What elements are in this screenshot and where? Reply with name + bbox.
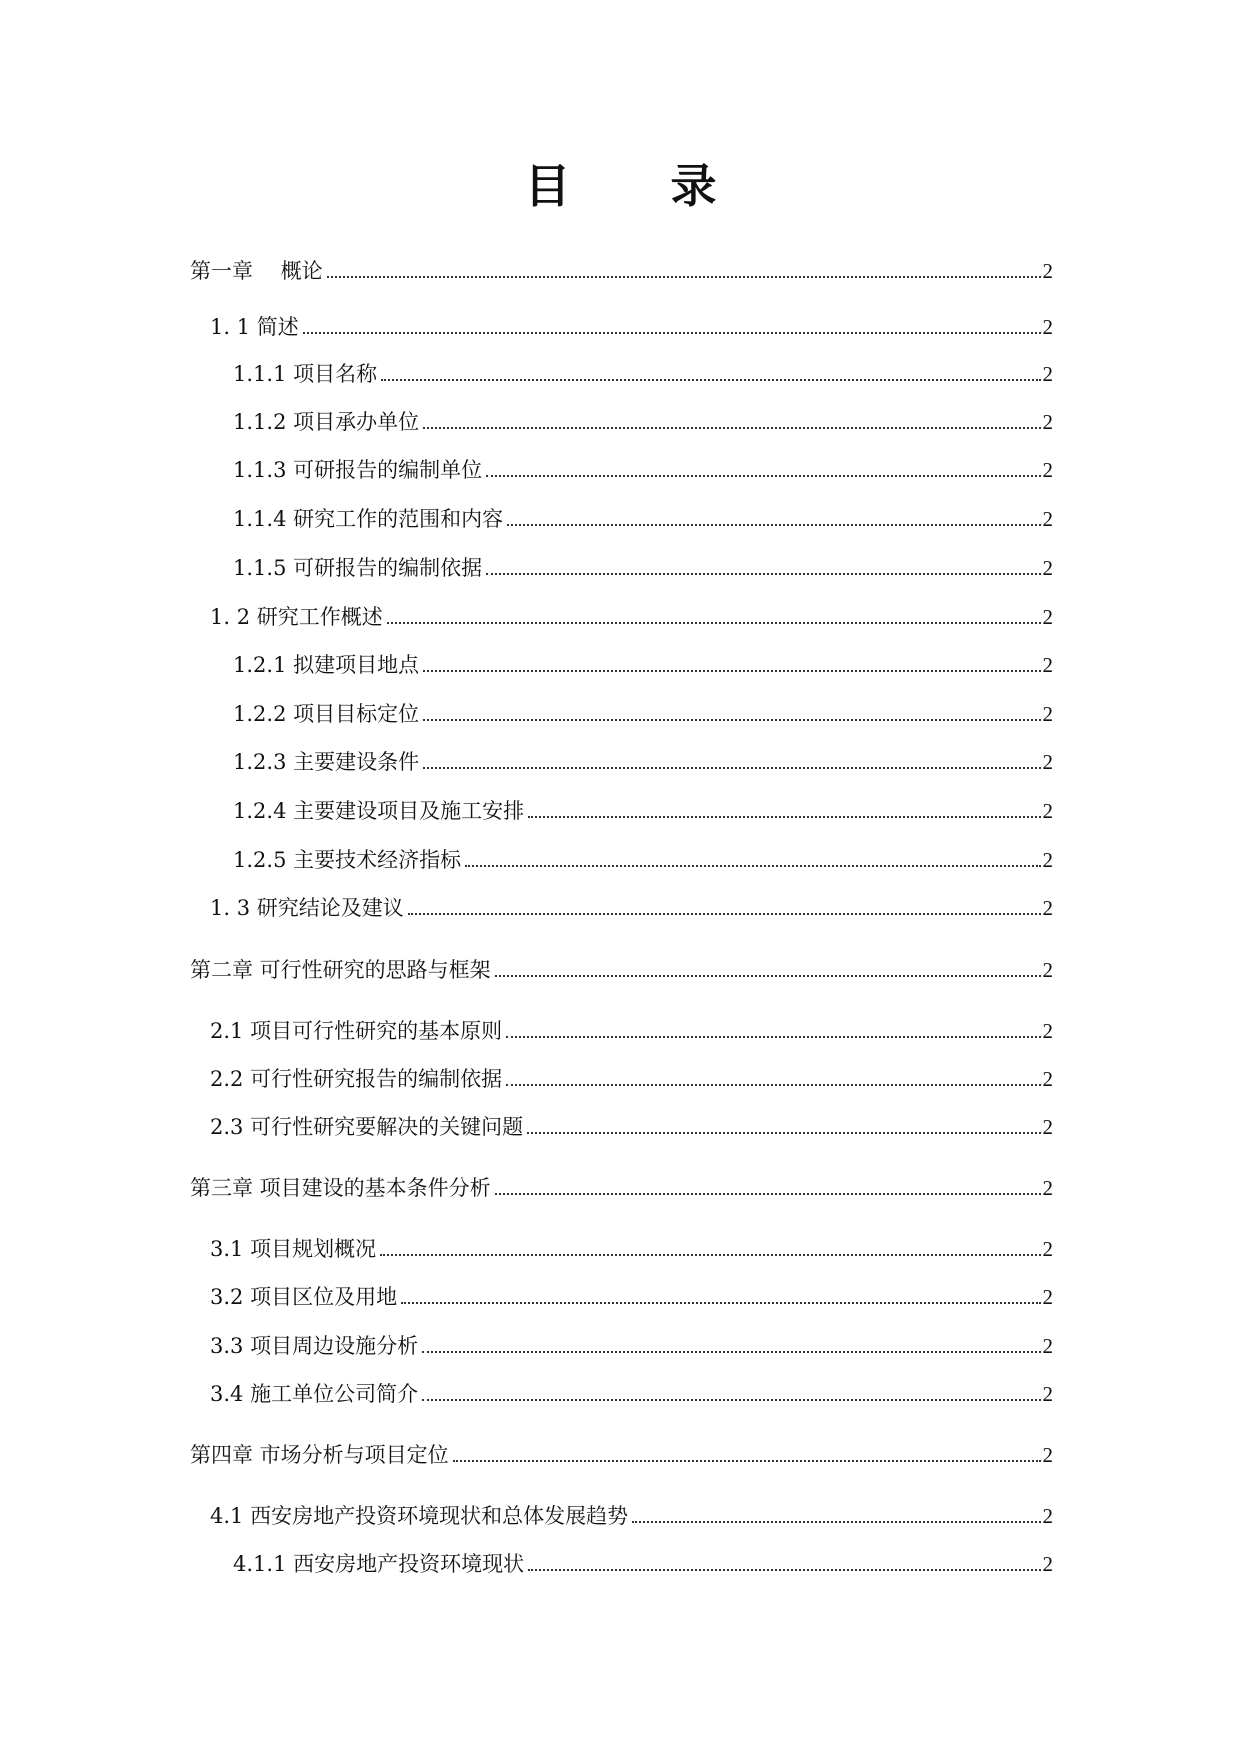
toc-leader-dots [495, 1193, 1041, 1195]
toc-leader-dots [528, 816, 1040, 818]
toc-leader-dots [506, 1036, 1040, 1038]
toc-entry-chapter-4[interactable] [190, 1438, 1053, 1468]
toc-leader-dots [422, 1351, 1040, 1353]
toc-entry-page: 2 [1042, 799, 1053, 823]
toc-entry-page: 2 [1042, 1334, 1053, 1358]
toc-leader-dots [401, 1302, 1040, 1304]
toc-leader-dots [507, 524, 1040, 526]
toc-leader-dots [423, 427, 1040, 429]
toc-leader-dots [527, 1132, 1040, 1134]
toc-entry-label: 1.2.3 主要建设条件 [233, 750, 420, 774]
toc-entry-3-3[interactable] [210, 1329, 1053, 1359]
toc-entry-1-1[interactable] [210, 310, 1053, 340]
toc-entry-page: 2 [1042, 1237, 1053, 1261]
toc-leader-dots [381, 379, 1040, 381]
toc-entry-label: 1. 1 简述 [210, 315, 299, 339]
toc-entry-page: 2 [1042, 750, 1053, 774]
toc-leader-dots [453, 1460, 1041, 1462]
toc-entry-page: 2 [1042, 1019, 1053, 1043]
toc-leader-dots [486, 475, 1040, 477]
toc-entry-label: 3.3 项目周边设施分析 [210, 1334, 419, 1358]
toc-leader-dots [327, 276, 1041, 278]
toc-entry-1-3[interactable] [210, 891, 1053, 921]
toc-leader-dots [303, 332, 1041, 334]
toc-entry-page: 2 [1042, 848, 1053, 872]
toc-entry-4-1[interactable] [210, 1499, 1053, 1529]
toc-entry-page: 2 [1042, 1285, 1053, 1309]
toc-entry-label: 1. 3 研究结论及建议 [210, 896, 404, 920]
toc-entry-label: 1.2.2 项目目标定位 [233, 702, 420, 726]
toc-entry-label: 2.3 可行性研究要解决的关键问题 [210, 1115, 524, 1139]
toc-entry-1-1-4[interactable] [233, 502, 1053, 532]
toc-leader-dots [422, 1399, 1040, 1401]
toc-entry-label: 4.1.1 西安房地产投资环境现状 [233, 1552, 525, 1576]
toc-entry-label: 1.2.4 主要建设项目及施工安排 [233, 799, 525, 823]
toc-leader-dots [423, 719, 1040, 721]
toc-leader-dots [506, 1084, 1040, 1086]
toc-entry-1-2-1[interactable] [233, 648, 1053, 678]
toc-entry-label: 3.4 施工单位公司简介 [210, 1382, 419, 1406]
toc-entry-2-2[interactable] [210, 1062, 1053, 1092]
toc-leader-dots [423, 670, 1040, 672]
toc-entry-label: 1.1.4 研究工作的范围和内容 [233, 507, 504, 531]
toc-entry-1-2[interactable] [210, 600, 1053, 630]
toc-entry-label: 1.1.1 项目名称 [233, 362, 378, 386]
toc-entry-page: 2 [1042, 1504, 1053, 1528]
toc-entry-page: 2 [1042, 1067, 1053, 1091]
toc-entry-page: 2 [1042, 315, 1053, 339]
toc-leader-dots [486, 573, 1040, 575]
toc-entry-page: 2 [1042, 1382, 1053, 1406]
toc-entry-page: 2 [1042, 362, 1053, 386]
toc-entry-1-1-5[interactable] [233, 551, 1053, 581]
toc-entry-label: 第二章 可行性研究的思路与框架 [190, 958, 491, 982]
page-title: 目 录 [524, 159, 759, 213]
toc-entry-label: 2.1 项目可行性研究的基本原则 [210, 1019, 503, 1043]
toc-entry-label: 第三章 项目建设的基本条件分析 [190, 1176, 491, 1200]
toc-entry-page: 2 [1042, 605, 1053, 629]
toc-entry-page: 2 [1042, 1176, 1053, 1200]
toc-entry-3-1[interactable] [210, 1232, 1053, 1262]
toc-entry-page: 2 [1042, 1443, 1053, 1467]
toc-entry-page: 2 [1042, 458, 1053, 482]
toc-entry-page: 2 [1042, 259, 1053, 283]
toc-leader-dots [465, 865, 1040, 867]
toc-entry-label: 1.1.5 可研报告的编制依据 [233, 556, 483, 580]
toc-entry-3-4[interactable] [210, 1377, 1053, 1407]
toc-entry-3-2[interactable] [210, 1280, 1053, 1310]
toc-entry-label: 3.2 项目区位及用地 [210, 1285, 398, 1309]
toc-entry-label: 第四章 市场分析与项目定位 [190, 1443, 449, 1467]
toc-entry-page: 2 [1042, 556, 1053, 580]
toc-entry-chapter-1[interactable] [190, 254, 1053, 284]
toc-entry-1-1-2[interactable] [233, 405, 1053, 435]
toc-entry-1-1-3[interactable] [233, 453, 1053, 483]
toc-entry-label: 第一章 概论 [190, 259, 323, 283]
toc-entry-label: 4.1 西安房地产投资环境现状和总体发展趋势 [210, 1504, 629, 1528]
toc-entry-chapter-2[interactable] [190, 953, 1053, 983]
toc-entry-1-2-2[interactable] [233, 697, 1053, 727]
toc-entry-label: 1.1.2 项目承办单位 [233, 410, 420, 434]
toc-entry-page: 2 [1042, 958, 1053, 982]
toc-entry-page: 2 [1042, 1115, 1053, 1139]
toc-entry-label: 1. 2 研究工作概述 [210, 605, 383, 629]
toc-entry-label: 3.1 项目规划概况 [210, 1237, 377, 1261]
toc-leader-dots [408, 913, 1041, 915]
toc-entry-page: 2 [1042, 702, 1053, 726]
toc-entry-1-2-4[interactable] [233, 794, 1053, 824]
toc-leader-dots [423, 767, 1040, 769]
toc-entry-page: 2 [1042, 410, 1053, 434]
toc-entry-label: 1.1.3 可研报告的编制单位 [233, 458, 483, 482]
toc-entry-2-1[interactable] [210, 1014, 1053, 1044]
toc-entry-1-2-5[interactable] [233, 843, 1053, 873]
toc-entry-label: 1.2.1 拟建项目地点 [233, 653, 420, 677]
toc-entry-page: 2 [1042, 1552, 1053, 1576]
toc-entry-label: 1.2.5 主要技术经济指标 [233, 848, 462, 872]
toc-entry-label: 2.2 可行性研究报告的编制依据 [210, 1067, 503, 1091]
toc-leader-dots [528, 1569, 1040, 1571]
toc-leader-dots [632, 1521, 1040, 1523]
toc-entry-2-3[interactable] [210, 1110, 1053, 1140]
toc-entry-page: 2 [1042, 896, 1053, 920]
toc-leader-dots [495, 975, 1041, 977]
toc-entry-4-1-1[interactable] [233, 1547, 1053, 1577]
toc-leader-dots [387, 622, 1041, 624]
toc-entry-page: 2 [1042, 507, 1053, 531]
toc-entry-page: 2 [1042, 653, 1053, 677]
toc-leader-dots [380, 1254, 1040, 1256]
toc-entry-1-1-1[interactable] [233, 357, 1053, 387]
toc-entry-1-2-3[interactable] [233, 745, 1053, 775]
toc-entry-chapter-3[interactable] [190, 1171, 1053, 1201]
